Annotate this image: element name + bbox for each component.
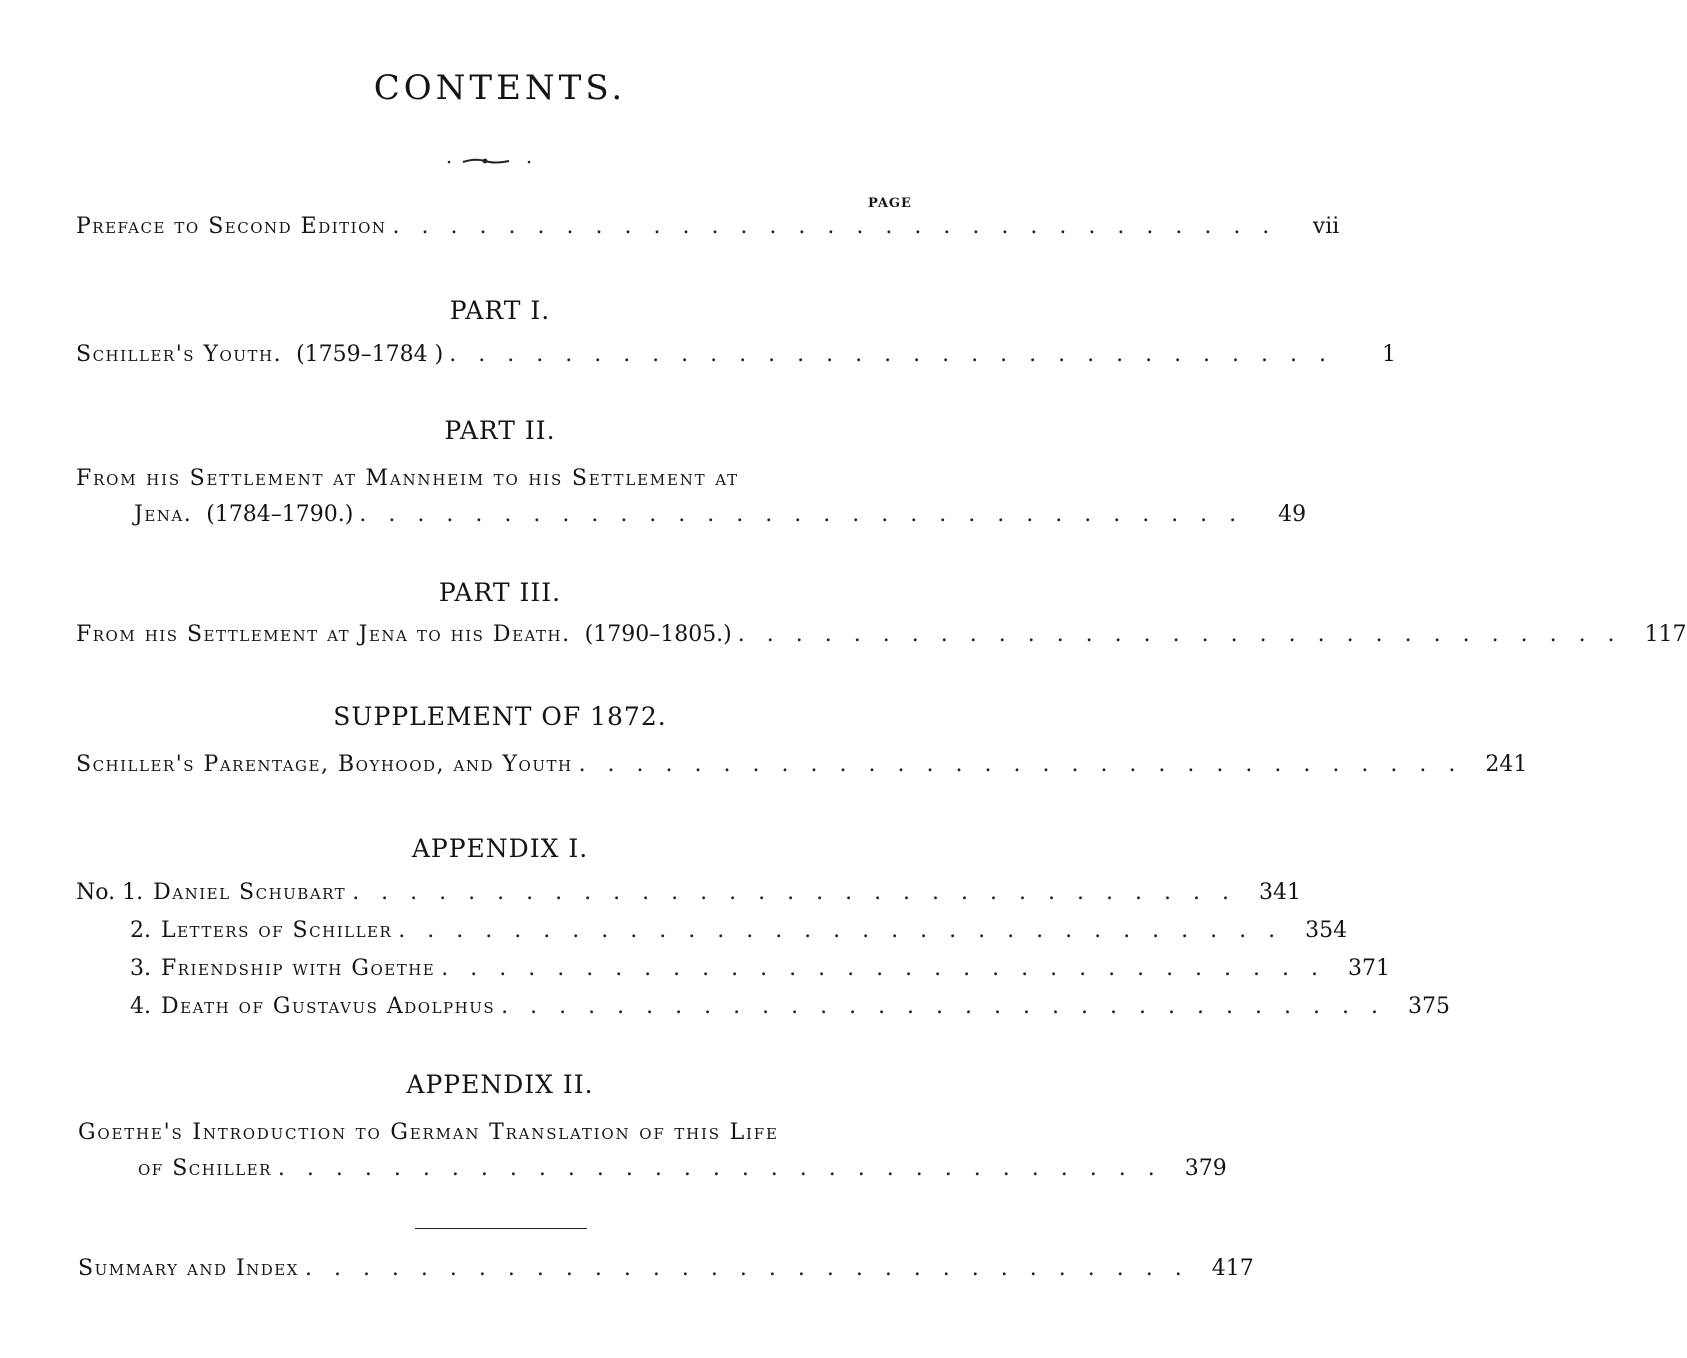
entry-page: 371 <box>1348 956 1391 981</box>
entry-number: No. 1. <box>76 880 144 905</box>
entry-label: of Schiller <box>138 1156 272 1181</box>
dot-leader: ............................... <box>352 880 1251 905</box>
section-rule <box>415 1228 587 1229</box>
entry-page: 1 <box>1382 342 1397 367</box>
dot-leader: ............................... <box>359 502 1259 527</box>
page-column-header: PAGE <box>868 196 912 211</box>
entry-number: 3. <box>130 956 151 981</box>
part-2-heading: PART II. <box>444 416 556 445</box>
dot-leader: ............................... <box>304 1256 1204 1281</box>
entry-page: 241 <box>1485 752 1528 777</box>
dot-leader: ............................... <box>392 214 1292 239</box>
toc-entry-preface[interactable] <box>76 214 1340 248</box>
entry-label: Schiller's Parentage, Boyhood, and Youth <box>76 752 573 777</box>
toc-entry-part-1[interactable] <box>76 342 1397 376</box>
part-1-heading: PART I. <box>449 296 551 325</box>
entry-page: 341 <box>1258 880 1301 905</box>
entry-label: Schiller's Youth. <box>76 342 283 367</box>
entry-page: vii <box>1312 214 1340 239</box>
toc-entry-appendix-1-item[interactable] <box>130 918 1348 952</box>
toc-entry-appendix-2[interactable] <box>138 1156 1227 1190</box>
entry-label: From his Settlement at Jena to his Death. <box>76 622 571 647</box>
entry-years: (1784–1790.) <box>206 502 354 527</box>
toc-entry-part-2-line1: From his Settlement at Mannheim to his Settlement at <box>76 466 739 491</box>
entry-page: 354 <box>1305 918 1348 943</box>
supplement-heading: SUPPLEMENT OF 1872. <box>333 702 667 731</box>
dot-leader: ............................... <box>398 918 1298 943</box>
entry-years: (1790–1805.) <box>584 622 732 647</box>
entry-label: Letters of Schiller <box>161 918 393 943</box>
toc-entry-appendix-1-item[interactable] <box>76 880 1301 914</box>
page-title: CONTENTS. <box>373 68 627 108</box>
dot-leader: ............................... <box>441 956 1341 981</box>
entry-number: 2. <box>130 918 151 943</box>
part-3-heading: PART III. <box>438 578 562 607</box>
dot-leader: ............................... <box>449 342 1349 367</box>
entry-page: 375 <box>1407 994 1450 1019</box>
toc-entry-summary[interactable] <box>78 1256 1254 1290</box>
toc-entry-appendix-1-item[interactable] <box>130 994 1450 1028</box>
entry-page: 379 <box>1184 1156 1227 1181</box>
toc-entry-part-3[interactable] <box>76 622 1687 656</box>
entry-label: Summary and Index <box>78 1256 299 1281</box>
appendix-2-heading: APPENDIX II. <box>406 1070 594 1099</box>
entry-page: 49 <box>1278 502 1307 527</box>
dot-leader: ............................... <box>737 622 1637 647</box>
entry-label: Death of Gustavus Adolphus <box>161 994 496 1019</box>
entry-label: Daniel Schubart <box>153 880 347 905</box>
entry-page: 117 <box>1644 622 1687 647</box>
entry-page: 417 <box>1211 1256 1254 1281</box>
dot-leader: ............................... <box>501 994 1400 1019</box>
toc-entry-appendix-1-item[interactable] <box>130 956 1391 990</box>
entry-label: Jena. <box>134 502 193 527</box>
ornament-divider <box>445 150 535 170</box>
toc-entry-part-2[interactable] <box>134 502 1307 536</box>
entry-label: Friendship with Goethe <box>161 956 436 981</box>
toc-entry-supplement[interactable] <box>76 752 1528 786</box>
appendix-1-heading: APPENDIX I. <box>411 834 589 863</box>
toc-entry-appendix-2-line1: Goethe's Introduction to German Translation of this Life <box>78 1120 779 1145</box>
entry-years: (1759–1784 ) <box>296 342 444 367</box>
entry-number: 4. <box>130 994 151 1019</box>
dot-leader: ............................... <box>277 1156 1177 1181</box>
entry-label: Preface to Second Edition <box>76 214 387 239</box>
dot-leader: ............................... <box>578 752 1478 777</box>
